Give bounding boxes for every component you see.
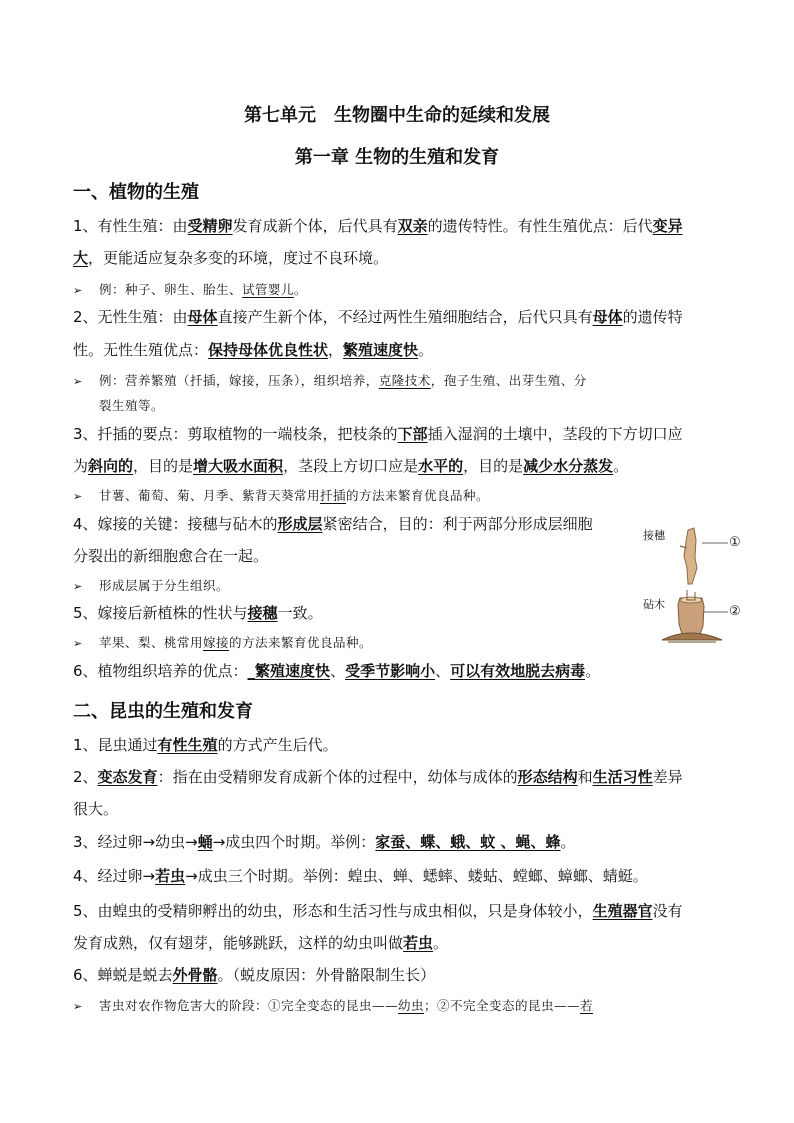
s1-paragraph-1-line-1: 1、有性生殖：由受精卵发育成新个体，后代具有双亲的遗传特性。有性生殖优点：后代变异 <box>73 217 683 235</box>
marker-2: ② <box>729 604 741 619</box>
s1-note-3: ➢ 甘薯、葡萄、菊、月季、紫背天葵常用扦插的方法来繁育优良品种。 <box>73 488 490 503</box>
s2-paragraph-1: 1、昆虫通过有性生殖的方式产生后代。 <box>73 736 338 754</box>
s2-note-6: ➢ 害虫对农作物危害大的阶段：①完全变态的昆虫——幼虫；②不完全变态的昆虫——若 <box>73 998 594 1013</box>
s1-paragraph-5: 5、嫁接后新植株的性状与接穗一致。 <box>73 604 323 622</box>
marker-1: ① <box>729 535 741 550</box>
bullet-arrow-icon: ➢ <box>73 580 83 593</box>
s1-note-2-line-2: 裂生殖等。 <box>99 398 165 413</box>
s2-paragraph-4: 4、经过卵→若虫→成虫三个时期。举例：蝗虫、蝉、蟋蟀、蝼蛄、螳螂、蟑螂、蜻蜓。 <box>73 867 648 885</box>
s2-paragraph-6: 6、蝉蜕是蜕去外骨骼。（蜕皮原因：外骨骼限制生长） <box>73 966 436 984</box>
s1-paragraph-1-line-2: 大，更能适应复杂多变的环境，度过不良环境。 <box>73 249 389 267</box>
bullet-arrow-icon: ➢ <box>73 1000 83 1013</box>
s2-paragraph-5-line-2: 发育成熟，仅有翅芽，能够跳跃，这样的幼虫叫做若虫。 <box>73 934 449 952</box>
s1-paragraph-6: 6、植物组织培养的优点：_繁殖速度快、受季节影响小、可以有效地脱去病毒。 <box>73 662 601 680</box>
s1-paragraph-3-line-1: 3、扦插的要点：剪取植物的一端枝条，把枝条的下部插入湿润的土壤中，茎段的下方切口应 <box>73 425 683 443</box>
s2-paragraph-5-line-1: 5、由蝗虫的受精卵孵出的幼虫，形态和生活习性与成虫相似，只是身体较小，生殖器官没有 <box>73 902 683 920</box>
s1-paragraph-4-line-2: 分裂出的新细胞愈合在一起。 <box>73 547 269 565</box>
s1-note-4: ➢ 形成层属于分生组织。 <box>73 578 230 593</box>
unit-title: 第七单元 生物圈中生命的延续和发展 <box>244 105 550 126</box>
s1-note-5: ➢ 苹果、梨、桃常用嫁接的方法来繁育优良品种。 <box>73 635 373 650</box>
s1-note-2-line-1: ➢ 例：营养繁殖（扦插，嫁接，压条），组织培养，克隆技术，孢子生殖、出芽生殖、分 <box>73 373 587 388</box>
grafting-figure <box>640 518 752 654</box>
s2-paragraph-2-line-1: 2、变态发育：指在由受精卵发育成新个体的过程中，幼体与成体的形态结构和生活习性差异 <box>73 768 683 786</box>
bullet-arrow-icon: ➢ <box>73 375 83 388</box>
s1-paragraph-4-line-1: 4、嫁接的关键：接穗与砧木的形成层紧密结合，目的：利于两部分形成层细胞 <box>73 515 593 533</box>
stock-label: 砧木 <box>643 598 665 611</box>
bullet-arrow-icon: ➢ <box>73 284 83 297</box>
s2-paragraph-3: 3、经过卵→幼虫→蛹→成虫四个时期。举例：家蚕、蝶、蛾、蚊 、蝇、蜂。 <box>73 833 576 851</box>
section2-heading: 二、昆虫的生殖和发育 <box>73 701 253 722</box>
section1-heading: 一、植物的生殖 <box>73 182 199 203</box>
s1-paragraph-2-line-2: 性。无性生殖优点：保持母体优良性状，繁殖速度快。 <box>73 341 434 359</box>
s1-paragraph-3-line-2: 为斜向的，目的是增大吸水面积，茎段上方切口应是水平的，目的是减少水分蒸发。 <box>73 457 629 475</box>
s1-paragraph-2-line-1: 2、无性生殖：由母体直接产生新个体，不经过两性生殖细胞结合，后代只具有母体的遗传特 <box>73 308 683 326</box>
bullet-arrow-icon: ➢ <box>73 637 83 650</box>
bullet-arrow-icon: ➢ <box>73 490 83 503</box>
chapter-title: 第一章 生物的生殖和发育 <box>294 147 500 168</box>
s1-note-1: ➢ 例：种子、卵生、胎生、试管婴儿。 <box>73 282 308 297</box>
s2-paragraph-2-line-2: 很大。 <box>73 800 119 818</box>
scion-label: 接穗 <box>643 529 665 542</box>
